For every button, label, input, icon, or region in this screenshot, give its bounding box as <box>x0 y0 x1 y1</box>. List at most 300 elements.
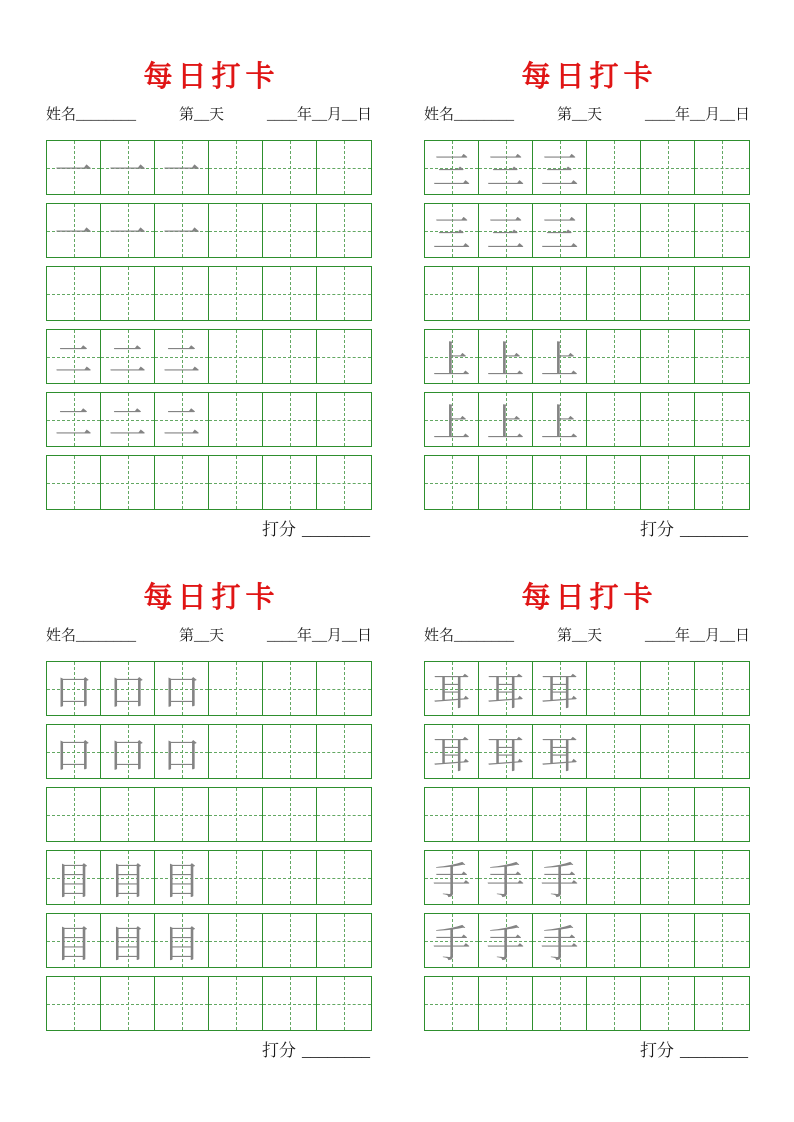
name-blank: ________ <box>454 628 515 644</box>
practice-cell-empty <box>317 788 371 841</box>
day-blank: __ <box>571 628 587 644</box>
practice-cell-filled <box>479 914 533 967</box>
score-blank: ________ <box>302 1041 370 1060</box>
year-blank: ____ <box>644 107 675 123</box>
practice-cell-empty <box>317 662 371 715</box>
practice-character <box>209 330 262 383</box>
practice-character <box>101 456 154 509</box>
practice-character <box>587 977 640 1030</box>
practice-sheet-bottom-right <box>424 581 750 1063</box>
name-label: 姓名 <box>424 628 455 644</box>
day-prefix: 第 <box>556 107 572 123</box>
practice-character <box>479 977 532 1030</box>
practice-character <box>317 788 371 841</box>
practice-character: 目 <box>162 924 201 966</box>
practice-cell-filled <box>425 851 479 904</box>
practice-character <box>641 330 694 383</box>
practice-character: 上 <box>486 403 525 445</box>
practice-row <box>424 724 750 779</box>
practice-row <box>46 329 372 384</box>
practice-cell-empty <box>695 330 749 383</box>
practice-cell-filled <box>479 330 533 383</box>
practice-cell-empty <box>641 914 695 967</box>
day-field <box>179 626 224 646</box>
month-label: 月 <box>704 628 720 644</box>
practice-character <box>479 267 532 320</box>
practice-cell-filled <box>155 914 209 967</box>
practice-cell-empty <box>155 977 209 1030</box>
practice-character <box>533 456 586 509</box>
practice-cell-empty <box>641 204 695 257</box>
practice-cell-empty <box>695 914 749 967</box>
practice-character: 三 <box>486 214 525 256</box>
practice-cell-filled <box>425 204 479 257</box>
score-field <box>46 1039 372 1063</box>
practice-cell-empty <box>47 788 101 841</box>
practice-character: 耳 <box>540 735 579 777</box>
practice-cell-empty <box>425 977 479 1030</box>
practice-cell-empty <box>317 204 371 257</box>
practice-cell-filled <box>47 393 101 446</box>
practice-cell-empty <box>209 393 263 446</box>
practice-character <box>209 393 262 446</box>
practice-cell-filled <box>155 662 209 715</box>
practice-character: 手 <box>432 861 471 903</box>
practice-character <box>263 914 316 967</box>
practice-cell-filled <box>479 851 533 904</box>
practice-cell-filled <box>533 204 587 257</box>
practice-cell-empty <box>587 725 641 778</box>
practice-character <box>425 977 478 1030</box>
practice-character: 口 <box>108 735 147 777</box>
name-label: 姓名 <box>46 628 77 644</box>
practice-cell-empty <box>641 330 695 383</box>
practice-cell-empty <box>155 456 209 509</box>
practice-cell-empty <box>47 267 101 320</box>
practice-cell-empty <box>587 662 641 715</box>
practice-character <box>209 788 262 841</box>
practice-row <box>46 976 372 1031</box>
practice-cell-filled <box>101 851 155 904</box>
practice-character: 三 <box>432 151 471 193</box>
practice-cell-empty <box>155 267 209 320</box>
practice-cell-empty <box>587 141 641 194</box>
practice-cell-empty <box>479 456 533 509</box>
practice-character <box>47 788 100 841</box>
practice-character <box>263 788 316 841</box>
practice-character: 手 <box>432 924 471 966</box>
practice-cell-empty <box>641 456 695 509</box>
practice-character <box>641 267 694 320</box>
quadrant-row-bottom <box>0 581 794 1063</box>
day-prefix: 第 <box>178 107 194 123</box>
month-label: 月 <box>704 107 720 123</box>
practice-cell-filled <box>101 393 155 446</box>
practice-character <box>47 456 100 509</box>
practice-character <box>209 851 262 904</box>
practice-character <box>587 393 640 446</box>
date-field <box>267 105 372 125</box>
practice-cell-empty <box>317 393 371 446</box>
practice-character <box>641 851 694 904</box>
practice-character <box>317 662 371 715</box>
practice-character <box>533 788 586 841</box>
practice-cell-filled <box>47 725 101 778</box>
name-label: 姓名 <box>46 107 77 123</box>
practice-cell-empty <box>587 330 641 383</box>
practice-cell-empty <box>695 788 749 841</box>
practice-cell-empty <box>695 456 749 509</box>
practice-cell-empty <box>209 788 263 841</box>
practice-character: 口 <box>54 672 93 714</box>
practice-character <box>209 914 262 967</box>
info-line <box>46 105 372 125</box>
practice-character <box>695 662 749 715</box>
practice-character: 上 <box>486 340 525 382</box>
name-label: 姓名 <box>424 107 455 123</box>
practice-cell-filled <box>479 662 533 715</box>
practice-row <box>424 661 750 716</box>
practice-grid <box>424 140 750 510</box>
practice-character <box>209 141 262 194</box>
practice-character <box>641 141 694 194</box>
practice-cell-empty <box>263 914 317 967</box>
year-blank: ____ <box>266 107 297 123</box>
practice-row <box>424 203 750 258</box>
score-label: 打分 <box>640 520 674 539</box>
practice-character <box>641 977 694 1030</box>
practice-cell-filled <box>47 662 101 715</box>
practice-cell-empty <box>695 267 749 320</box>
practice-row <box>424 266 750 321</box>
practice-character <box>263 977 316 1030</box>
practice-cell-filled <box>479 393 533 446</box>
practice-character <box>695 267 749 320</box>
practice-character: 三 <box>540 214 579 256</box>
practice-cell-filled <box>533 330 587 383</box>
practice-cell-empty <box>101 977 155 1030</box>
practice-grid <box>46 661 372 1031</box>
practice-character <box>695 456 749 509</box>
practice-character: 上 <box>540 403 579 445</box>
practice-cell-empty <box>209 725 263 778</box>
practice-cell-empty <box>641 851 695 904</box>
practice-character <box>641 456 694 509</box>
practice-character <box>425 456 478 509</box>
practice-character <box>209 662 262 715</box>
practice-character <box>263 330 316 383</box>
practice-character <box>425 267 478 320</box>
practice-character <box>587 788 640 841</box>
date-field <box>645 626 750 646</box>
practice-character <box>695 977 749 1030</box>
practice-cell-empty <box>587 788 641 841</box>
name-field <box>424 105 514 125</box>
practice-cell-empty <box>641 977 695 1030</box>
practice-character: 二 <box>162 403 201 445</box>
info-line <box>424 626 750 646</box>
practice-cell-empty <box>317 330 371 383</box>
score-blank: ________ <box>680 1041 748 1060</box>
practice-cell-empty <box>209 662 263 715</box>
practice-cell-filled <box>101 914 155 967</box>
practice-cell-empty <box>101 456 155 509</box>
practice-grid <box>46 140 372 510</box>
practice-row <box>46 203 372 258</box>
practice-cell-empty <box>47 977 101 1030</box>
practice-cell-filled <box>425 393 479 446</box>
day-field <box>179 105 224 125</box>
practice-character: 上 <box>432 340 471 382</box>
practice-character <box>641 725 694 778</box>
practice-character: 耳 <box>432 735 471 777</box>
practice-sheet-bottom-left <box>46 581 372 1063</box>
practice-row <box>46 455 372 510</box>
practice-character: 手 <box>486 924 525 966</box>
practice-character <box>587 914 640 967</box>
practice-character <box>209 456 262 509</box>
month-label: 月 <box>326 107 342 123</box>
practice-character <box>317 204 371 257</box>
practice-character <box>587 141 640 194</box>
practice-character <box>209 977 262 1030</box>
practice-character <box>209 267 262 320</box>
practice-character <box>263 725 316 778</box>
score-label: 打分 <box>262 1041 296 1060</box>
practice-character: 目 <box>54 924 93 966</box>
practice-cell-empty <box>263 725 317 778</box>
practice-character <box>317 393 371 446</box>
practice-cell-filled <box>101 141 155 194</box>
practice-cell-empty <box>695 851 749 904</box>
info-line <box>46 626 372 646</box>
practice-cell-empty <box>209 977 263 1030</box>
month-blank: __ <box>311 628 327 644</box>
practice-character <box>695 204 749 257</box>
sheet-title: 每日打卡 <box>143 61 280 93</box>
practice-character: 耳 <box>486 735 525 777</box>
practice-cell-empty <box>533 456 587 509</box>
practice-cell-empty <box>263 204 317 257</box>
practice-cell-empty <box>695 204 749 257</box>
practice-cell-filled <box>47 914 101 967</box>
practice-cell-empty <box>533 977 587 1030</box>
practice-cell-empty <box>317 267 371 320</box>
practice-character <box>317 851 371 904</box>
date-label: 日 <box>356 628 372 644</box>
month-label: 月 <box>326 628 342 644</box>
practice-cell-empty <box>101 267 155 320</box>
year-label: 年 <box>296 628 312 644</box>
name-blank: ________ <box>76 107 137 123</box>
practice-cell-empty <box>587 977 641 1030</box>
practice-character <box>587 725 640 778</box>
practice-cell-empty <box>479 267 533 320</box>
practice-cell-empty <box>641 725 695 778</box>
practice-row <box>46 724 372 779</box>
practice-cell-empty <box>587 267 641 320</box>
practice-character <box>317 977 371 1030</box>
practice-cell-empty <box>587 456 641 509</box>
practice-row <box>46 787 372 842</box>
practice-cell-filled <box>533 662 587 715</box>
practice-character <box>263 141 316 194</box>
name-field <box>46 105 136 125</box>
quadrant-row-top <box>0 60 794 542</box>
practice-cell-filled <box>533 851 587 904</box>
practice-cell-filled <box>479 141 533 194</box>
practice-cell-empty <box>479 977 533 1030</box>
practice-cell-empty <box>209 204 263 257</box>
practice-cell-empty <box>641 141 695 194</box>
practice-cell-filled <box>425 662 479 715</box>
practice-row <box>46 661 372 716</box>
year-label: 年 <box>296 107 312 123</box>
score-field <box>424 518 750 542</box>
date-label: 日 <box>356 107 372 123</box>
practice-character: 二 <box>162 340 201 382</box>
practice-character: 上 <box>540 340 579 382</box>
practice-character <box>155 456 208 509</box>
date-field <box>267 626 372 646</box>
month-blank: __ <box>689 628 705 644</box>
day-suffix: 天 <box>586 107 602 123</box>
date-blank: __ <box>341 628 357 644</box>
practice-cell-filled <box>101 662 155 715</box>
practice-character <box>263 851 316 904</box>
practice-cell-empty <box>263 267 317 320</box>
practice-character <box>695 725 749 778</box>
date-blank: __ <box>341 107 357 123</box>
name-blank: ________ <box>454 107 515 123</box>
practice-cell-filled <box>47 141 101 194</box>
practice-row <box>46 913 372 968</box>
practice-sheet-top-right <box>424 60 750 542</box>
practice-cell-empty <box>209 330 263 383</box>
practice-cell-empty <box>155 788 209 841</box>
info-line <box>424 105 750 125</box>
practice-character: 口 <box>54 735 93 777</box>
month-blank: __ <box>311 107 327 123</box>
practice-cell-empty <box>695 977 749 1030</box>
practice-cell-empty <box>587 914 641 967</box>
date-label: 日 <box>734 628 750 644</box>
practice-cell-empty <box>317 456 371 509</box>
practice-character: 目 <box>162 861 201 903</box>
practice-character <box>479 456 532 509</box>
practice-row <box>424 976 750 1031</box>
practice-cell-empty <box>47 456 101 509</box>
practice-cell-empty <box>587 204 641 257</box>
practice-cell-empty <box>317 725 371 778</box>
practice-character <box>317 267 371 320</box>
practice-cell-filled <box>425 914 479 967</box>
practice-sheet-top-left <box>46 60 372 542</box>
practice-cell-empty <box>425 788 479 841</box>
practice-cell-empty <box>641 393 695 446</box>
practice-character: 二 <box>54 403 93 445</box>
day-field <box>557 105 602 125</box>
practice-row <box>46 266 372 321</box>
practice-character: 目 <box>108 924 147 966</box>
year-blank: ____ <box>644 628 675 644</box>
practice-character <box>587 456 640 509</box>
practice-character: 口 <box>162 672 201 714</box>
practice-row <box>424 913 750 968</box>
practice-cell-filled <box>47 204 101 257</box>
practice-character <box>695 788 749 841</box>
practice-character <box>587 204 640 257</box>
practice-character <box>155 788 208 841</box>
practice-cell-filled <box>425 330 479 383</box>
sheet-title: 每日打卡 <box>521 582 658 614</box>
practice-row <box>424 787 750 842</box>
date-blank: __ <box>719 107 735 123</box>
practice-cell-empty <box>263 456 317 509</box>
sheet-title: 每日打卡 <box>521 61 658 93</box>
practice-cell-empty <box>317 141 371 194</box>
practice-cell-filled <box>533 914 587 967</box>
day-field <box>557 626 602 646</box>
practice-cell-filled <box>155 204 209 257</box>
practice-cell-filled <box>155 330 209 383</box>
practice-character <box>587 851 640 904</box>
practice-cell-filled <box>479 725 533 778</box>
practice-cell-empty <box>101 788 155 841</box>
day-blank: __ <box>193 628 209 644</box>
practice-character: 三 <box>432 214 471 256</box>
practice-cell-empty <box>263 393 317 446</box>
practice-character <box>263 662 316 715</box>
practice-cell-filled <box>101 330 155 383</box>
score-blank: ________ <box>680 520 748 539</box>
practice-character: 一 <box>162 151 201 193</box>
name-blank: ________ <box>76 628 137 644</box>
practice-character <box>317 141 371 194</box>
practice-character: 手 <box>540 924 579 966</box>
practice-character: 三 <box>486 151 525 193</box>
day-suffix: 天 <box>586 628 602 644</box>
practice-character <box>317 725 371 778</box>
practice-cell-filled <box>155 141 209 194</box>
name-field <box>46 626 136 646</box>
worksheet-page-bottom <box>0 561 794 1122</box>
practice-cell-empty <box>263 977 317 1030</box>
practice-row <box>46 392 372 447</box>
date-blank: __ <box>719 628 735 644</box>
sheet-title: 每日打卡 <box>143 582 280 614</box>
practice-character: 上 <box>432 403 471 445</box>
practice-character <box>587 267 640 320</box>
practice-character: 耳 <box>540 672 579 714</box>
practice-character <box>533 977 586 1030</box>
practice-cell-empty <box>641 267 695 320</box>
practice-row <box>424 329 750 384</box>
practice-character: 口 <box>108 672 147 714</box>
practice-character <box>263 393 316 446</box>
day-suffix: 天 <box>208 628 224 644</box>
practice-cell-empty <box>695 141 749 194</box>
practice-character: 二 <box>54 340 93 382</box>
practice-character <box>47 977 100 1030</box>
practice-character: 目 <box>54 861 93 903</box>
practice-character: 三 <box>540 151 579 193</box>
practice-cell-empty <box>695 662 749 715</box>
practice-character <box>695 851 749 904</box>
practice-row <box>424 850 750 905</box>
practice-character <box>209 725 262 778</box>
practice-row <box>46 850 372 905</box>
